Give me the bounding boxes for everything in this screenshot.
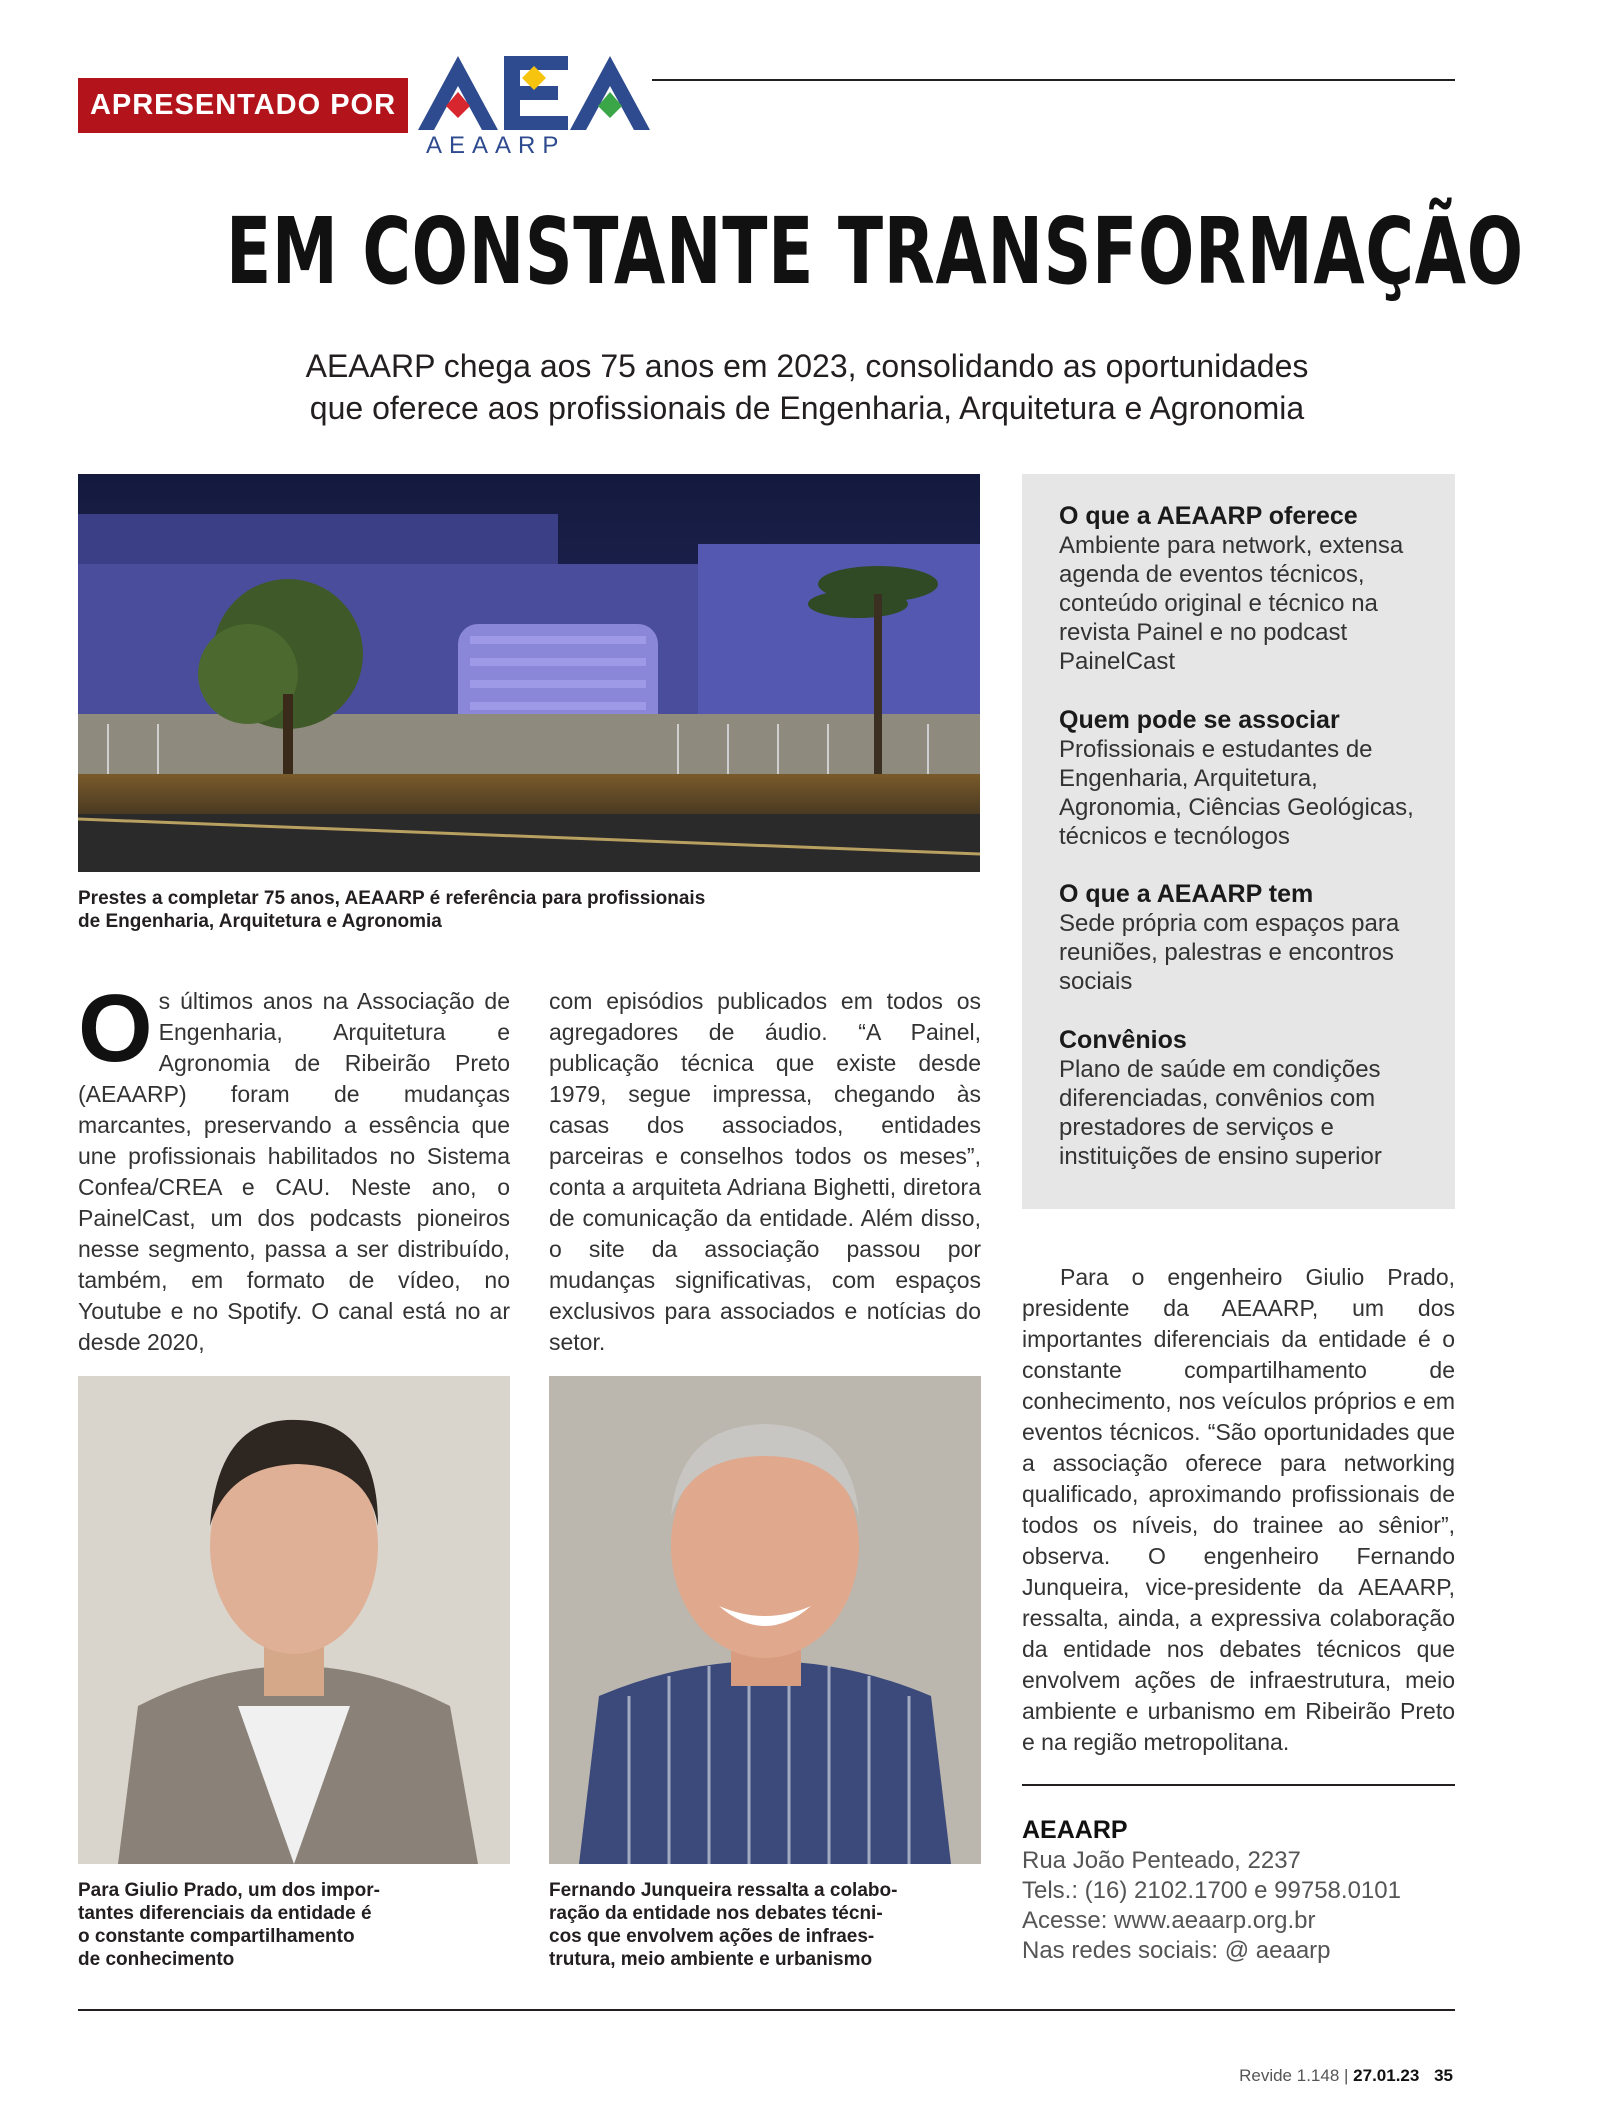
caption-line: Para Giulio Prado, um dos impor- [78, 1880, 380, 1901]
page-headline: EM CONSTANTE TRANSFORMAÇÃO [225, 198, 1524, 305]
contact-social: Nas redes sociais: @ aeaarp [1022, 1937, 1331, 1964]
caption-line: cos que envolvem ações de infraes- [549, 1926, 875, 1947]
contact-site[interactable]: Acesse: www.aeaarp.org.br [1022, 1907, 1316, 1934]
page-footer [1239, 2066, 1453, 2086]
subtitle-line: que oferece aos profissionais de Engenharia, Arquitetura e Agronomia [309, 390, 1305, 426]
caption-line: Fernando Junqueira ressalta a colabo- [549, 1880, 898, 1901]
sidebox-item [1059, 1026, 1439, 1171]
sidebox-text: Profissionais e estudantes de Engenharia, Arquitetura, Agronomia, Ciências Geológicas, técnicos e tecnólogos [1059, 736, 1414, 850]
caption-line: Prestes a completar 75 anos, AEAARP é referência para profissionais [78, 888, 706, 909]
article-column-1 [78, 975, 510, 1358]
contact-rule [1022, 1784, 1455, 1786]
aeaarp-logo [418, 48, 650, 164]
logo-text: AEAARP [426, 132, 566, 159]
magazine-issue: Revide 1.148 [1239, 2066, 1340, 2085]
contact-address: Rua João Penteado, 2237 [1022, 1847, 1301, 1874]
article-text: s últimos anos na Associação de Engenharia, Arquitetura e Agronomia de Ribeirão Preto (AEAARP) foram de mudanças marcantes, preservando a essência que une profissionais habilitados no Sistema Confea/CREA e CAU. Neste ano, o PainelCast, um dos podcasts pioneiros nesse segmento, passa a ser distribuído, também, em formato de vídeo, no Youtube e no Spotify. O canal está no ar desde 2020, [78, 988, 510, 1355]
sidebox-item [1059, 706, 1439, 851]
portrait-caption-left [78, 1879, 510, 1971]
sidebox-heading: O que a AEAARP oferece [1059, 502, 1358, 530]
contact-phones: Tels.: (16) 2102.1700 e 99758.0101 [1022, 1877, 1401, 1904]
sidebox-heading: Convênios [1059, 1026, 1187, 1054]
article-column-2 [549, 986, 981, 1358]
photo-caption [78, 887, 980, 933]
page-number: 35 [1434, 2066, 1453, 2085]
caption-line: de conhecimento [78, 1949, 235, 1970]
caption-line: tantes diferenciais da entidade é [78, 1903, 372, 1924]
contact-heading: AEAARP [1022, 1816, 1128, 1844]
building-photo [78, 474, 980, 872]
subtitle-line: AEAARP chega aos 75 anos em 2023, consolidando as oportunidades [305, 348, 1309, 384]
sidebox-item [1059, 880, 1439, 996]
sidebox-text: Ambiente para network, extensa agenda de eventos técnicos, conteúdo original e técnico na revista Painel e no podcast PainelCast [1059, 532, 1404, 675]
portrait-fernando-junqueira [549, 1376, 981, 1864]
article-column-3 [1022, 1262, 1455, 1758]
drop-cap: O [78, 975, 153, 1082]
sponsor-badge: APRESENTADO POR [78, 78, 408, 133]
caption-line: de Engenharia, Arquitetura e Agronomia [78, 911, 442, 932]
article-text: Para o engenheiro Giulio Prado, presidente da AEAARP, um dos importantes diferenciais da entidade é o constante compartilhamento de conhecimento, nos veículos próprios e em eventos técnicos. “São oportunidades que a associação oferece para networking qualificado, aproximando profissionais de todos os níveis, do trainee ao sênior”, observa. O engenheiro Fernando Junqueira, vice-presidente da AEAARP, ressalta, ainda, a expressiva colaboração da entidade nos debates técnicos que envolvem ações de infraestrutura, meio ambiente e urbanismo em Ribeirão Preto e na região metropolitana. [1022, 1264, 1455, 1755]
sidebox-text: Plano de saúde em condições diferenciadas, convênios com prestadores de serviços e instituições de ensino superior [1059, 1056, 1382, 1170]
subtitle [180, 345, 1434, 429]
caption-line: o constante compartilhamento [78, 1926, 355, 1947]
issue-date: 27.01.23 [1353, 2066, 1420, 2085]
info-sidebox [1022, 474, 1455, 1209]
header-rule [652, 79, 1455, 81]
portrait-giulio-prado [78, 1376, 510, 1864]
sidebox-heading: O que a AEAARP tem [1059, 880, 1314, 908]
footer-rule [78, 2009, 1455, 2011]
footer-separator: | [1344, 2066, 1354, 2085]
sidebox-item [1059, 502, 1439, 676]
caption-line: ração da entidade nos debates técni- [549, 1903, 883, 1924]
article-text: com episódios publicados em todos os agregadores de áudio. “A Painel, publicação técnica que existe desde 1979, segue impressa, chegando às casas dos associados, entidades parceiras e conselhos todos os meses”, conta a arquiteta Adriana Bighetti, diretora de comunicação da entidade. Além disso, o site da associação passou por mudanças significativas, com espaços exclusivos para associados e notícias do setor. [549, 988, 981, 1355]
caption-line: trutura, meio ambiente e urbanismo [549, 1949, 873, 1970]
contact-block [1022, 1814, 1455, 1966]
portrait-caption-right [549, 1879, 981, 1971]
sidebox-text: Sede própria com espaços para reuniões, palestras e encontros sociais [1059, 910, 1400, 995]
sidebox-heading: Quem pode se associar [1059, 706, 1340, 734]
